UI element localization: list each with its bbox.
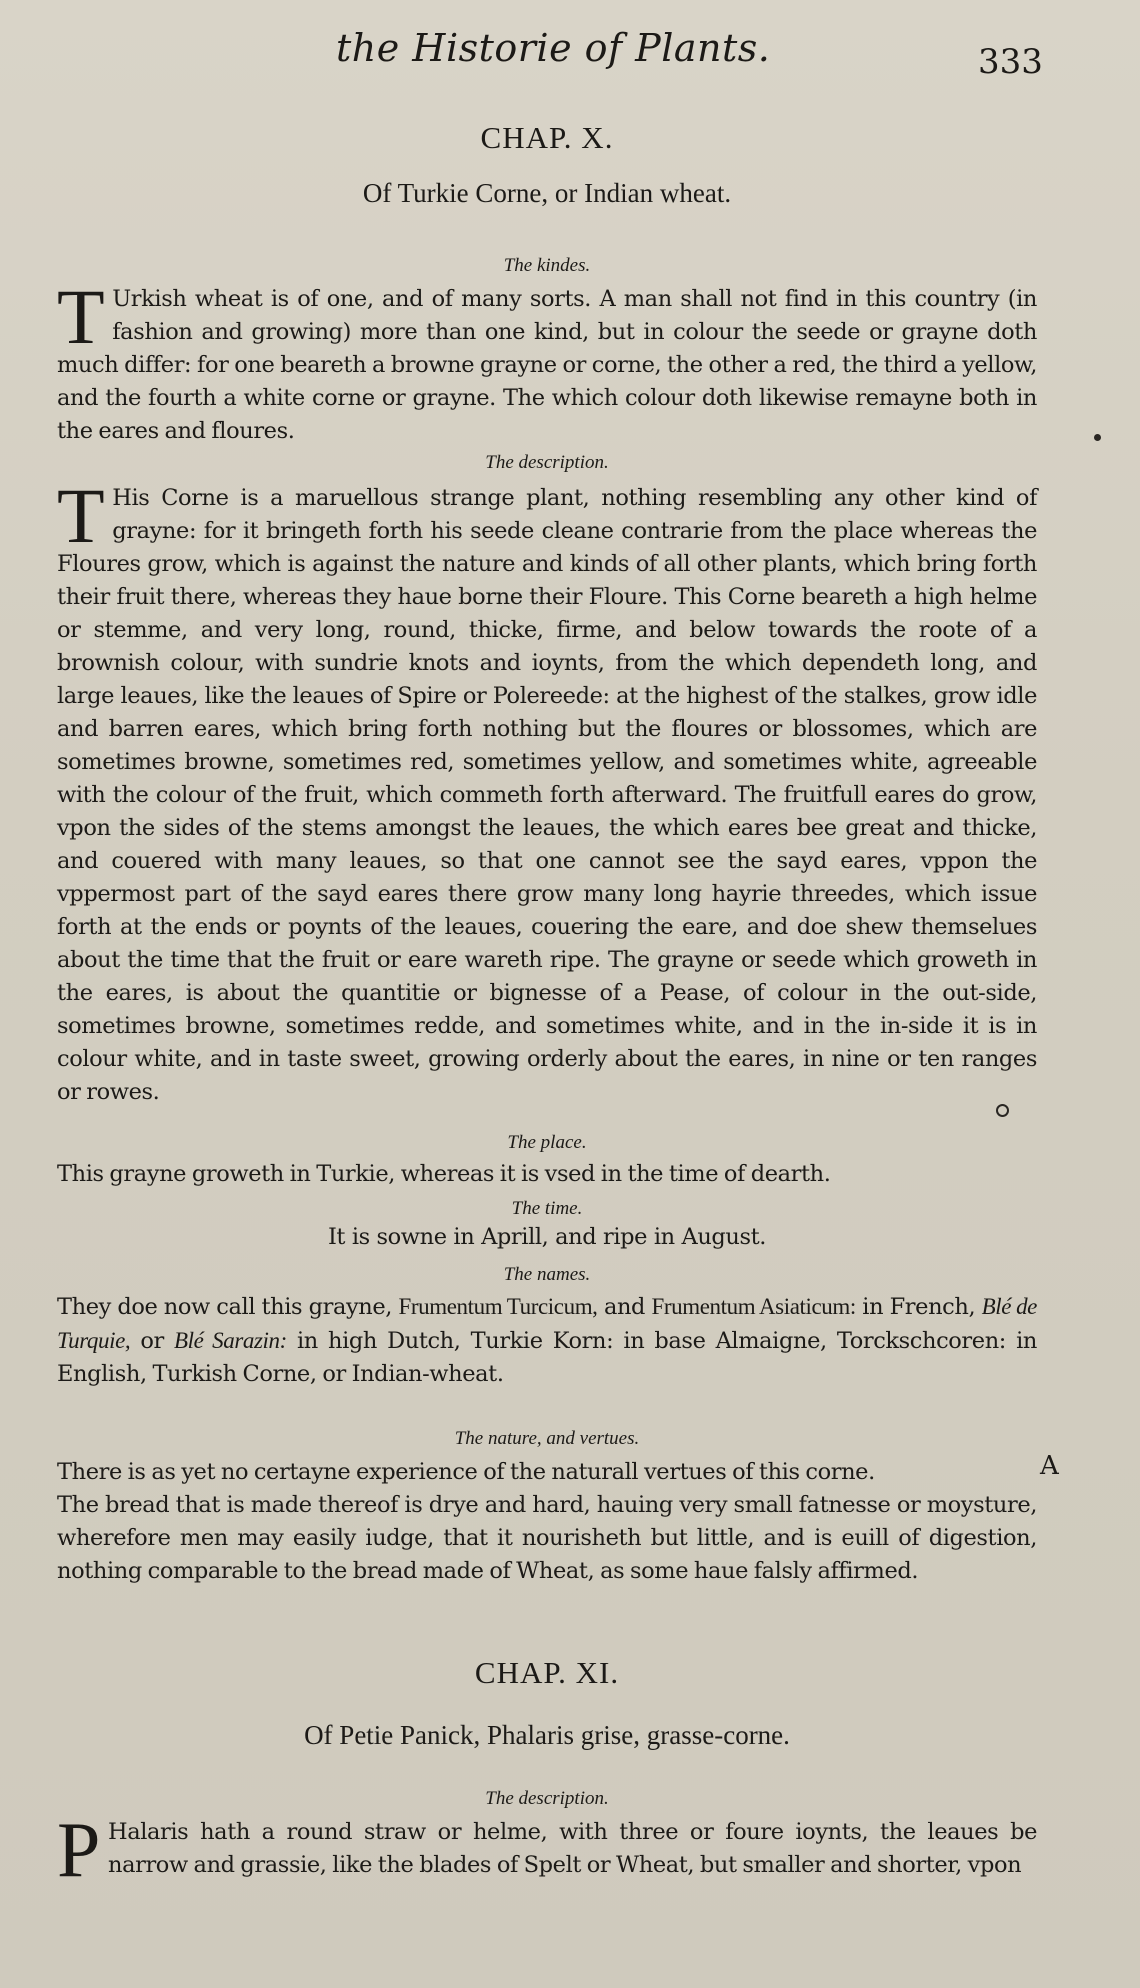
names-text-2: and: [597, 1294, 652, 1320]
ink-ring: [996, 1104, 1009, 1117]
section-paragraph: [57, 472, 1037, 1109]
section-heading: The description.: [485, 1788, 609, 1809]
running-title: the Historie of Plants.: [336, 26, 771, 70]
chapter-11-subtitle-block: [57, 1720, 1037, 1751]
section-paragraph: There is as yet no certayne experience of the naturall vertues of this corne.: [57, 1459, 875, 1485]
french-name-2: Blé Sarazin:: [174, 1328, 287, 1353]
chapter-subtitle: Of Turkie Corne, or Indian wheat.: [362, 178, 732, 208]
paragraph-text: His Corne is a maruellous strange plant, nothing resembling any other kind of grayne: for it bringeth forth his seede cleane contrarie from the place whereas the Floures grow, which is against the nature and kinds of all other plants, which bring forth their fruit there, whereas they haue borne their Floure. This Corne beareth a high helme or stemme, and very long, round, thicke, firme, and below towards the roote of a brownish colour, with sundrie knots and ioynts, from the which dependeth long, and large leaues, like the leaues of Spire or Polereede: at the highest of the stalkes, grow idle and barren eares, which bring forth nothing but the floures or blossomes, which are sometimes browne, sometimes red, sometimes yellow, and sometimes white, agreeable with the colour of the fruit, which commeth forth afterward. The fruitfull eares do grow, vpon the sides of the stems amongst the leaues, the which eares bee great and thicke, and couered with many leaues, so that one cannot see the sayd eares, vppon the vppermost part of the sayd eares there grow many long hayrie threedes, which issue forth at the ends or poynts of the leaues, couering the eare, and doe shew themselues about the time that the fruit or eare wareth ripe. The grayne or seede which groweth in the eares, is about the quantitie or bignesse of a Pease, of colour in the out-side, sometimes browne, sometimes redde, and sometimes white, and in the in-side it is in colour white, and in taste sweet, growing orderly about the eares, in nine or ten ranges or rowes.: [57, 485, 1037, 1105]
section-paragraph: It is sowne in Aprill, and ripe in August.: [327, 1224, 767, 1250]
section-heading: The kindes.: [503, 255, 591, 276]
paragraph-text: Urkish wheat is of one, and of many sorts. A man shall not find in this country (in fashion and growing) more than one kind, but in colour the seede or grayne doth much differ: for one beareth a browne grayne or corne, the other a red, the third a yellow, and the fourth a white corne or grayne. The which colour doth likewise remayne both in the eares and floures.: [57, 286, 1037, 444]
names-text-3: in French,: [855, 1294, 982, 1320]
drop-cap: P: [57, 1806, 100, 1893]
section-place: [57, 1132, 1037, 1191]
chapter-10-subtitle-block: [57, 178, 1037, 209]
section-paragraph: This grayne groweth in Turkie, whereas it is vsed in the time of dearth.: [57, 1161, 831, 1187]
section-time: [57, 1198, 1037, 1250]
names-text-5: in high Dutch, Turkie Korn: in base Almaigne, Torckschcoren: in English, Turkish Corne, or Indian-wheat.: [57, 1328, 1037, 1387]
section-heading: The nature, and vertues.: [454, 1428, 640, 1449]
latin-name-2: Frumentum Asiaticum:: [651, 1294, 856, 1319]
names-text-4: or: [130, 1328, 174, 1354]
chapter-title: CHAP. X.: [480, 120, 614, 155]
french-name-1: Blé de Turquie,: [57, 1294, 1037, 1353]
section-paragraph: [57, 1806, 1037, 1893]
chapter-title: CHAP. XI.: [474, 1655, 620, 1690]
section-heading: The names.: [503, 1264, 591, 1285]
chapter-subtitle: Of Petie Panick, Phalaris grise, grasse-corne.: [304, 1720, 790, 1750]
section-description: [57, 452, 1037, 1109]
section-paragraph: The bread that is made thereof is drye and hard, hauing very small fatnesse or moysture, wherefore men may easily iudge, that it nourisheth but little, and is euill of digestion, nothing comparable to the bread made of Wheat, as some haue falsly affirmed.: [57, 1492, 1037, 1584]
section-heading: The place.: [507, 1132, 587, 1153]
section-heading: The description.: [485, 452, 609, 473]
section-description-11: [57, 1788, 1037, 1893]
running-header: [0, 20, 1140, 80]
paragraph-text: Halaris hath a round straw or helme, with three or foure ioynts, the leaues be narrow and grassie, like the blades of Spelt or Wheat, but smaller and shorter, vpon: [107, 1819, 1037, 1878]
latin-name-1: Frumentum Turcicum,: [398, 1294, 598, 1319]
section-paragraph: [57, 1290, 1037, 1391]
section-heading: The time.: [511, 1198, 583, 1219]
section-names: [57, 1264, 1037, 1391]
ink-speck: [1094, 434, 1101, 441]
margin-letter: A: [1040, 1451, 1059, 1481]
section-kindes: [57, 255, 1037, 448]
chapter-11-heading: [57, 1655, 1037, 1691]
section-nature: [57, 1428, 1037, 1588]
chapter-10-heading: [57, 120, 1037, 156]
drop-cap: T: [57, 273, 105, 360]
page-number: 333: [978, 42, 1043, 82]
drop-cap: T: [57, 472, 105, 559]
section-paragraph: [57, 273, 1037, 448]
names-text-1: They doe now call this grayne,: [57, 1294, 399, 1320]
